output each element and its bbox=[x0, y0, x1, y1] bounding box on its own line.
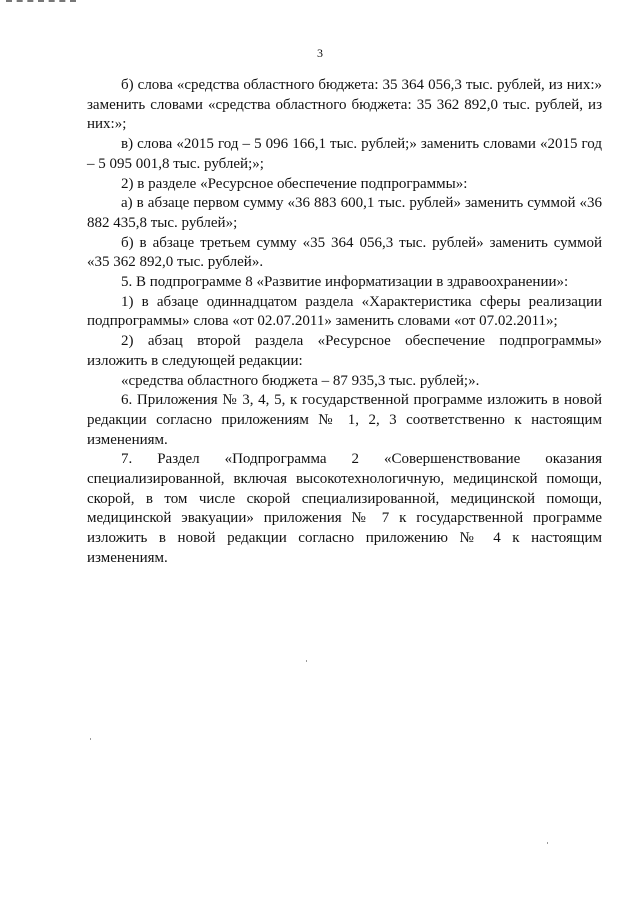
paragraph: 2) абзац второй раздела «Ресурсное обеспечение подпрограммы» изложить в следующей редакции: bbox=[87, 333, 602, 369]
paragraph: 1) в абзаце одиннадцатом раздела «Характеристика сферы реализации подпрограммы» слова «от 02.07.2011» заменить словами «от 07.02.2011»; bbox=[87, 293, 602, 330]
paragraph: 6. Приложения № 3, 4, 5, к государственной программе изложить в новой редакции согласно приложениям № 1, 2, 3 соответственно к настоящим изменениям. bbox=[87, 392, 602, 448]
page-number: 3 bbox=[317, 46, 323, 60]
paragraph: б) в абзаце третьем сумму «35 364 056,3 тыс. рублей» заменить суммой «35 362 892,0 тыс. рублей». bbox=[87, 234, 602, 271]
scan-speck bbox=[90, 738, 91, 740]
paragraph: 5. В подпрограмме 8 «Развитие информатизации в здравоохранении»: bbox=[121, 274, 569, 291]
scan-top-marks bbox=[6, 0, 76, 4]
paragraph: 2) в разделе «Ресурсное обеспечение подпрограммы»: bbox=[121, 175, 468, 192]
scan-speck bbox=[306, 660, 307, 662]
paragraph: а) в абзаце первом сумму «36 883 600,1 тыс. рублей» заменить суммой «36 882 435,8 тыс. рублей»; bbox=[87, 195, 602, 231]
paragraph: б) слова «средства областного бюджета: 35 364 056,3 тыс. рублей, из них:» заменить словами «средства областного бюджета: 35 362 892,0 тыс. рублей, из них:»; bbox=[87, 77, 602, 133]
paragraph: в) слова «2015 год – 5 096 166,1 тыс. рублей;» заменить словами «2015 год – 5 095 001,8 тыс. рублей;»; bbox=[87, 136, 602, 172]
document-body bbox=[87, 76, 602, 569]
scan-speck bbox=[547, 842, 548, 844]
paragraph: «средства областного бюджета – 87 935,3 тыс. рублей;». bbox=[121, 372, 480, 389]
paragraph: 7. Раздел «Подпрограмма 2 «Совершенствование оказания специализированной, включая высокотехнологичную, медицинской помощи, скорой, в том числе скорой специализированной, медицинской помощи, медицинской эвакуации» приложения № 7 к государственной программе изложить в новой редакции согласно приложению № 4 к настоящим изменениям. bbox=[87, 451, 602, 566]
